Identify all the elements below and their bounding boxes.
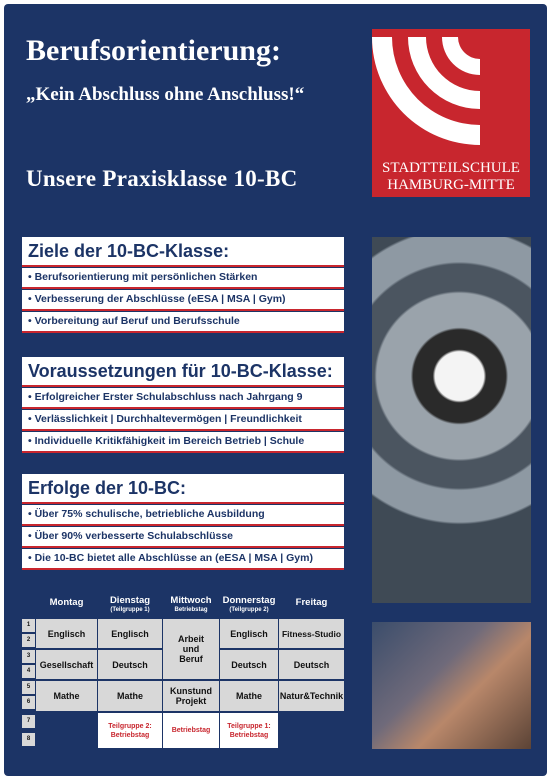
turbine-photo [372,237,531,603]
section-title: Ziele der 10-BC-Klasse: [22,237,344,267]
timetable-cell: Mathe [220,681,278,711]
section-title: Voraussetzungen für 10-BC-Klasse: [22,357,344,387]
list-item: • Berufsorientierung mit persönlichen Stärken [22,268,344,289]
list-item: • Verbesserung der Abschlüsse (eESA | MSA | Gym) [22,290,344,311]
timetable-cell: Kunstund Projekt [163,681,219,711]
list-item: • Die 10-BC bietet alle Abschlüsse an (eESA | MSA | Gym) [22,549,344,570]
timetable-cell: Mathe [98,681,162,711]
timetable-cell: Natur&Technik [279,681,344,711]
poster [4,4,547,776]
day-header: Freitag [279,588,344,618]
day-header: Donnerstag (Teilgruppe 2) [220,588,278,618]
timetable-cell: Gesellschaft [36,650,97,679]
timetable-cell: Teilgruppe 1: Betriebstag [220,713,278,748]
timetable-cell: Fitness-Studio [279,619,344,648]
timetable-cell [36,713,97,748]
list-item: • Über 90% verbesserte Schulabschlüsse [22,527,344,548]
timetable-cell: Deutsch [279,650,344,679]
logo-line-2: HAMBURG-MITTE [387,177,515,193]
timetable-cell: Englisch [36,619,97,648]
period-number: 8 [22,733,35,746]
school-logo [372,29,530,197]
section-goals [22,237,344,333]
section-requirements [22,357,344,453]
timetable [22,588,358,751]
section-title: Erfolge der 10-BC: [22,474,344,504]
list-item: • Individuelle Kritikfähigkeit im Bereich Betrieb | Schule [22,432,344,453]
period-number: 5 [22,681,35,694]
day-header: Mittwoch Betriebstag [163,588,219,618]
timetable-cell: Mathe [36,681,97,711]
class-title: Unsere Praxisklasse 10-BC [26,166,298,191]
students-photo [372,622,531,749]
timetable-cell: Betriebstag [163,713,219,748]
period-number: 1 [22,619,35,632]
timetable-cell: Teilgruppe 2: Betriebstag [98,713,162,748]
period-number: 2 [22,634,35,647]
list-item: • Erfolgreicher Erster Schulabschluss nach Jahrgang 9 [22,388,344,409]
timetable-cell [279,713,344,748]
timetable-cell: Deutsch [220,650,278,679]
timetable-cell: Englisch [98,619,162,648]
period-number: 6 [22,696,35,709]
period-number: 4 [22,665,35,678]
list-item: • Vorbereitung auf Beruf und Berufsschule [22,312,344,333]
logo-line-1: STADTTEILSCHULE [382,160,520,176]
timetable-cell: Deutsch [98,650,162,679]
day-header: Dienstag (Teilgruppe 1) [98,588,162,618]
timetable-cell: Arbeit und Beruf [163,619,219,679]
timetable-corner [22,588,35,618]
signal-arcs-icon [372,29,530,149]
slogan: „Kein Abschluss ohne Anschluss!“ [26,84,305,105]
day-header: Montag [36,588,97,618]
timetable-cell: Englisch [220,619,278,648]
period-number: 3 [22,650,35,663]
section-successes [22,474,344,570]
list-item: • Verlässlichkeit | Durchhaltevermögen | Freundlichkeit [22,410,344,431]
list-item: • Über 75% schulische, betriebliche Ausbildung [22,505,344,526]
page-title: Berufsorientierung: [26,34,281,67]
period-number: 7 [22,715,35,728]
